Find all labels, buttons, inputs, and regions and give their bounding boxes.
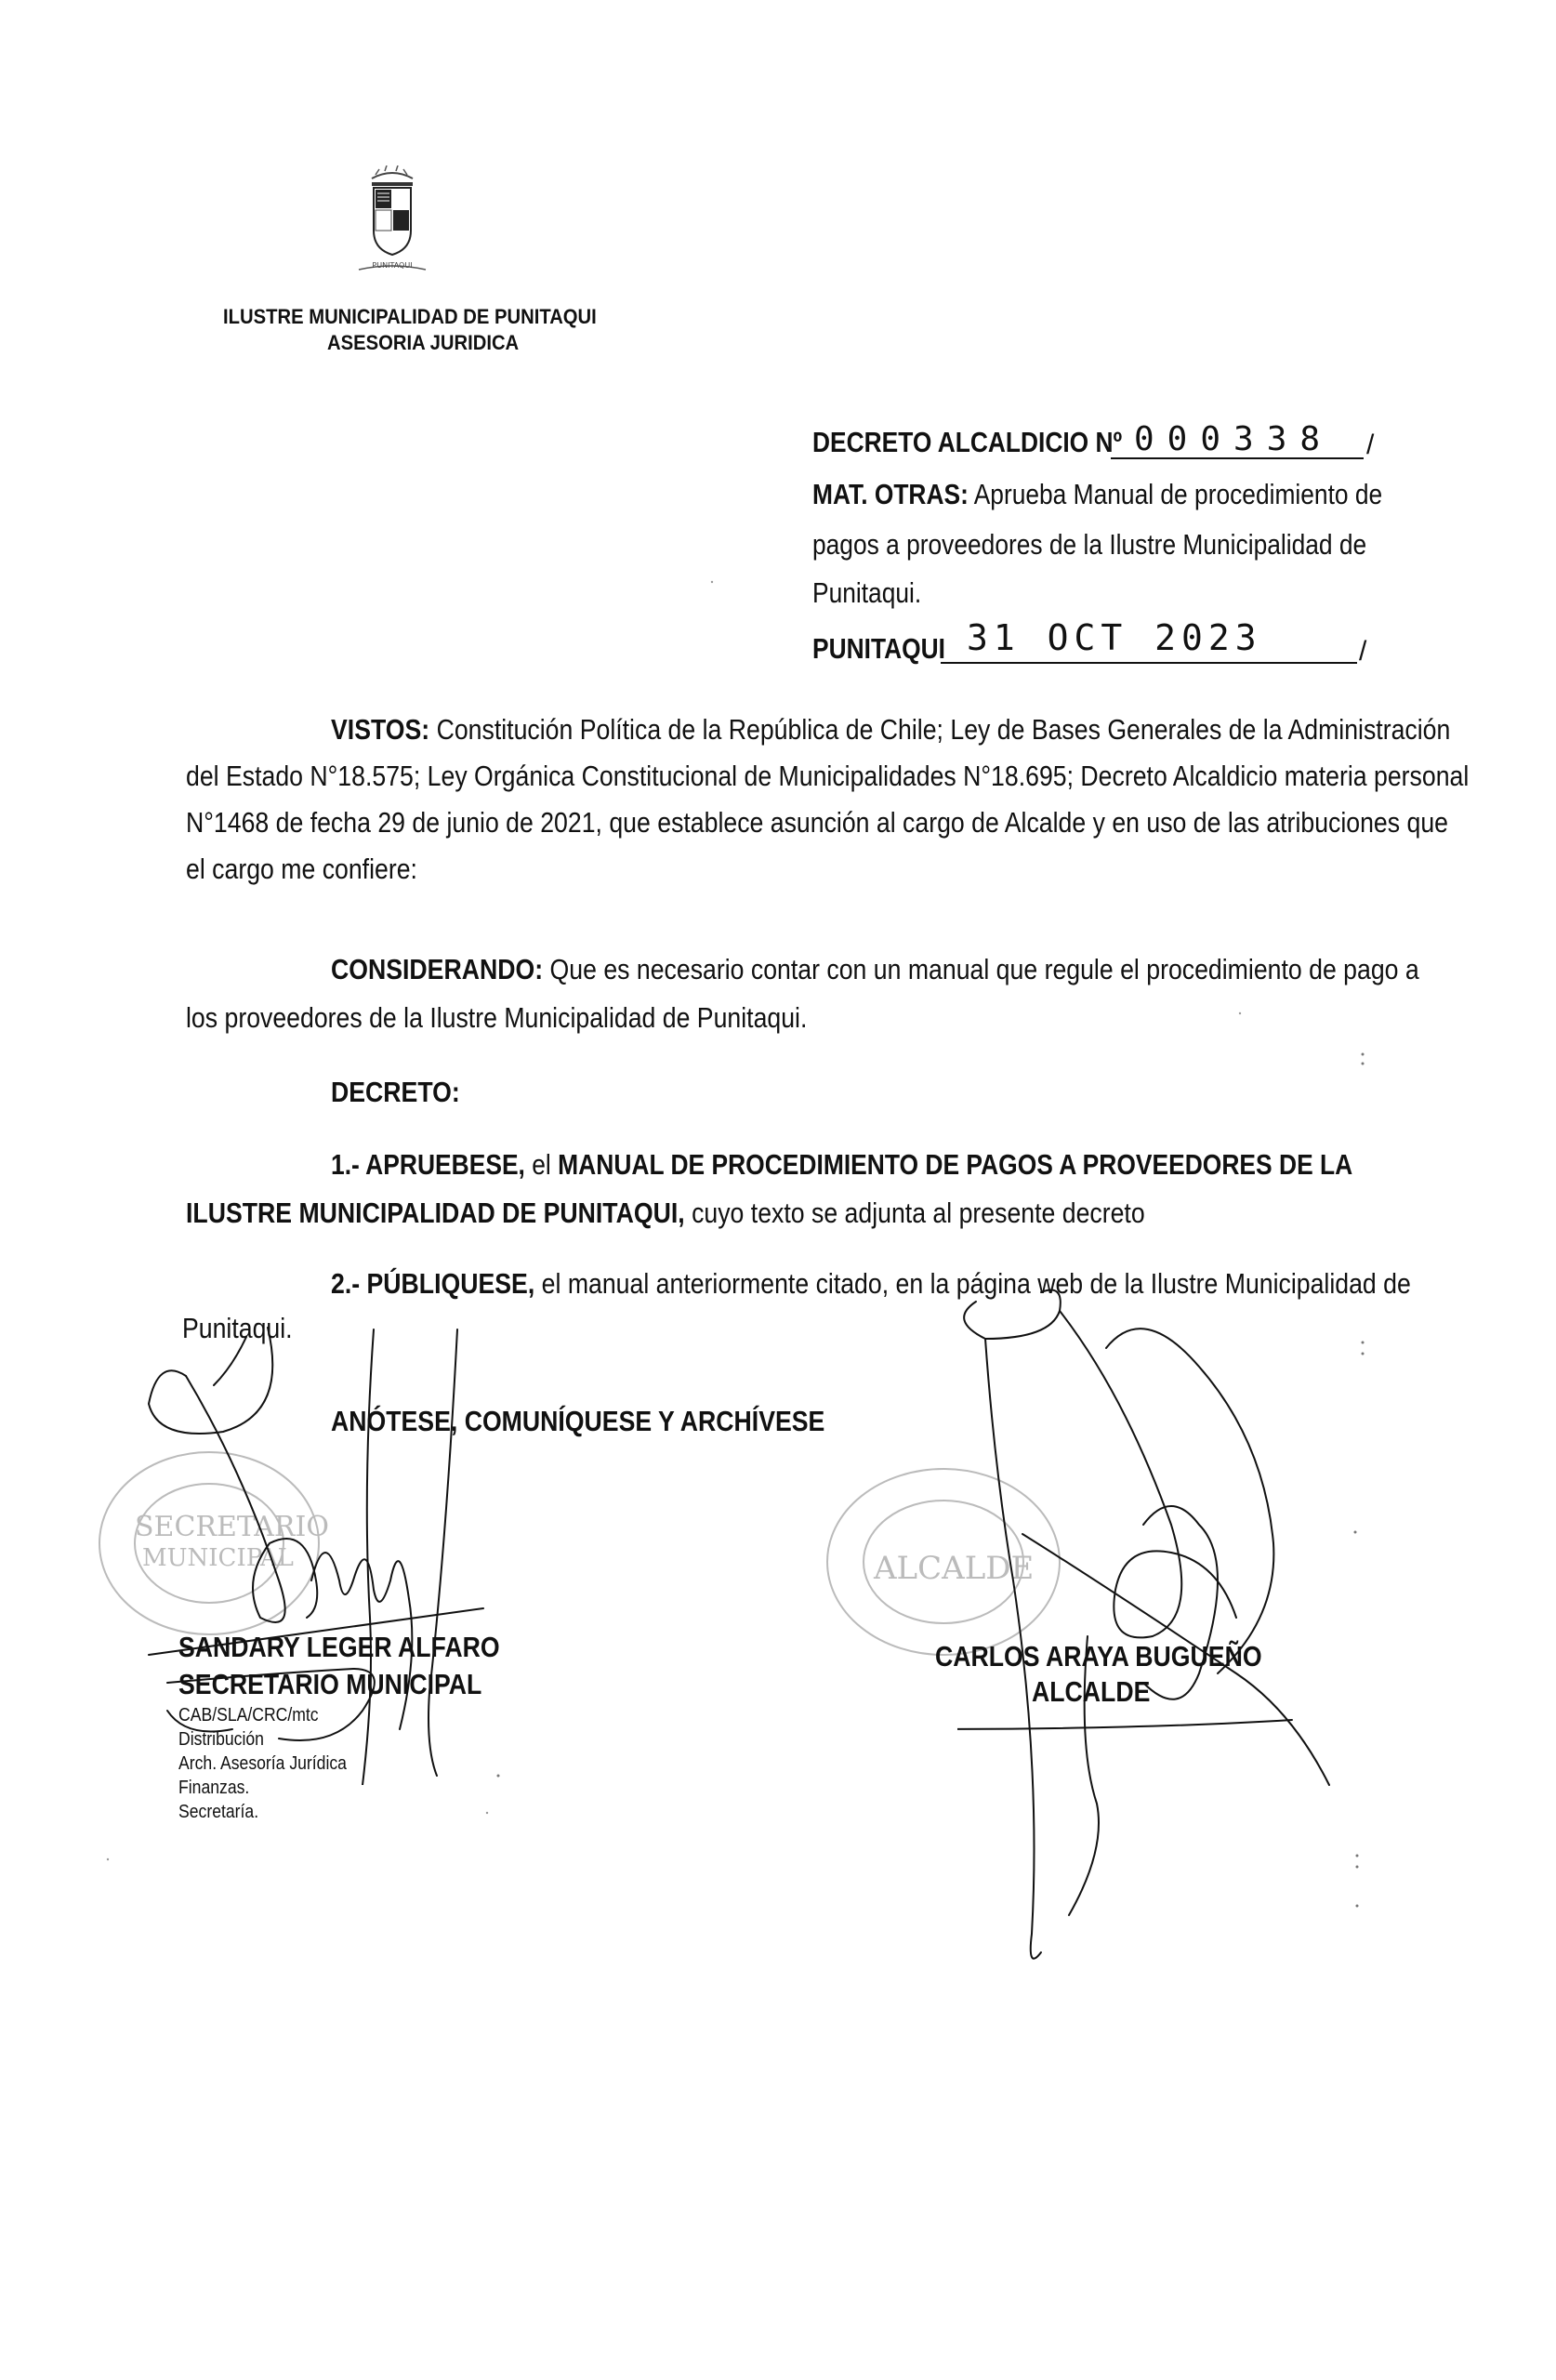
decreto-label: DECRETO: (331, 1076, 460, 1108)
vistos-text-1: Constitución Política de la República de Chile; Ley de Bases Generales de la Administración (436, 713, 1451, 746)
mat-label: MAT. OTRAS: (812, 478, 969, 510)
item2-line-2: Punitaqui. (182, 1312, 293, 1344)
distribution-item-2: Finanzas. (178, 1778, 250, 1798)
considerando-label: CONSIDERANDO: (331, 953, 544, 985)
municipal-crest-logo (355, 165, 429, 281)
left-signatory-title: SECRETARIO MUNICIPAL (178, 1668, 482, 1700)
item1-manual-title: MANUAL DE PROCEDIMIENTO DE PAGOS A PROVEEDORES DE LA (558, 1148, 1353, 1181)
distribution-item-3: Secretaría. (178, 1802, 259, 1822)
item1-institution: ILUSTRE MUNICIPALIDAD DE PUNITAQUI, (186, 1197, 685, 1229)
right-signatory-name: CARLOS ARAYA BUGUEÑO (935, 1640, 1262, 1673)
distribution-label: Distribución (178, 1729, 264, 1750)
vistos-label: VISTOS: (331, 713, 430, 746)
decree-number: 000338 (1134, 420, 1334, 458)
considerando-text-1: Que es necesario contar con un manual que regule el procedimiento de pago a (549, 953, 1419, 985)
item2-text: el manual anteriormente citado, en la página web de la Ilustre Municipalidad de (541, 1267, 1411, 1300)
distribution-initials: CAB/SLA/CRC/mtc (178, 1705, 319, 1726)
item2-number: 2.- PÚBLIQUESE, (331, 1267, 535, 1300)
mat-text-2: pagos a proveedores de la Ilustre Municipalidad de (812, 528, 1367, 561)
left-signatory-name: SANDARY LEGER ALFARO (178, 1631, 500, 1663)
mat-line-1 (812, 478, 1382, 511)
item1-text: cuyo texto se adjunta al presente decreto (692, 1197, 1145, 1229)
department-name: ASESORIA JURIDICA (327, 331, 520, 354)
distribution-item-1: Arch. Asesoría Jurídica (178, 1753, 347, 1774)
place-label: PUNITAQUI (812, 632, 945, 665)
vistos-line-4: el cargo me confiere: (186, 853, 417, 885)
considerando-line-2: los proveedores de la Ilustre Municipalidad de Punitaqui. (186, 1001, 808, 1034)
right-seal-text: ALCALDE (874, 1550, 1035, 1587)
vistos-line-1 (331, 705, 1450, 755)
mat-text-3: Punitaqui. (812, 576, 922, 609)
secretario-signature (130, 1302, 502, 1785)
left-seal-text-1: SECRETARIO (135, 1511, 329, 1543)
right-signatory-title: ALCALDE (1032, 1675, 1151, 1708)
alcalde-signature (957, 1283, 1348, 1990)
decree-number-label: DECRETO ALCALDICIO Nº (812, 426, 1123, 458)
item1-line-1 (331, 1140, 1352, 1190)
vistos-line-2: del Estado N°18.575; Ley Orgánica Constitucional de Municipalidades N°18.695; Decreto Alcaldicio materia personal (186, 760, 1470, 792)
crest-label: PUNITAQUI (372, 261, 413, 270)
vistos-line-3: N°1468 de fecha 29 de junio de 2021, que establece asunción al cargo de Alcalde y en uso de las atribuciones que (186, 806, 1448, 839)
mat-text-1: Aprueba Manual de procedimiento de (973, 478, 1383, 510)
item1-line-2 (186, 1188, 1145, 1238)
decree-date: 31 OCT 2023 (967, 617, 1262, 658)
considerando-line-1 (331, 945, 1419, 995)
slash-mark-2: / (1359, 636, 1367, 667)
date-underline (941, 662, 1357, 664)
left-seal-text-2: MUNICIPAL (142, 1544, 294, 1572)
slash-mark: / (1366, 430, 1375, 460)
item1-article: el (532, 1148, 551, 1181)
institution-name: ILUSTRE MUNICIPALIDAD DE PUNITAQUI (223, 305, 597, 328)
item1-number: 1.- APRUEBESE, (331, 1148, 525, 1181)
closing-formula: ANÓTESE, COMUNÍQUESE Y ARCHÍVESE (331, 1405, 825, 1437)
